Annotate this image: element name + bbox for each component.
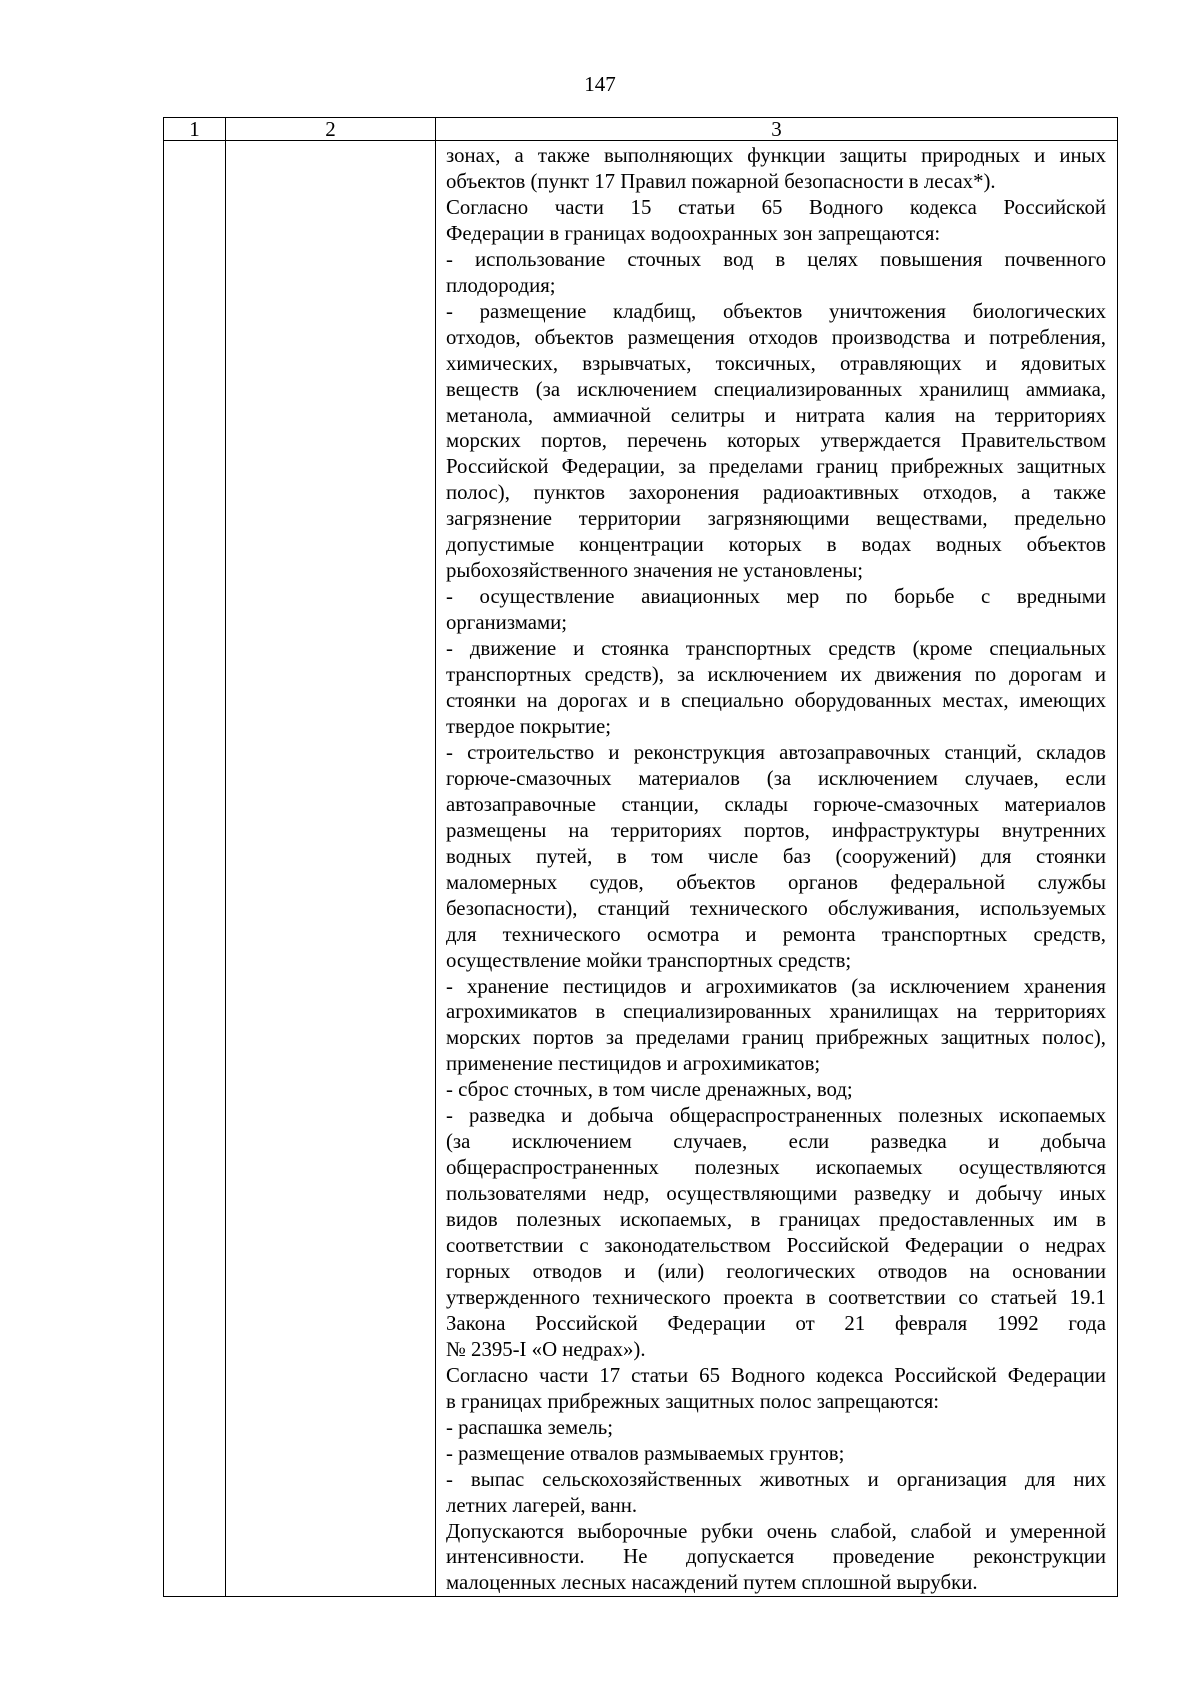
text-line: стоянки на дорогах и в специально оборудованных местах, имеющих [446, 689, 1106, 713]
cell-col-2 [226, 141, 436, 1597]
text-line: зонах, а также выполняющих функции защиты природных и иных [446, 144, 1106, 167]
text-line: общераспространенных полезных ископаемых осуществляются [446, 1156, 1106, 1180]
text-line: Российской Федерации, за пределами границ прибрежных защитных [446, 455, 1106, 479]
text-line: в границах прибрежных защитных полос запрещаются: [446, 1389, 940, 1413]
header-col-3: 3 [436, 118, 1118, 141]
text-line: - строительство и реконструкция автозаправочных станций, складов [446, 740, 1106, 764]
text-line: горюче-смазочных материалов (за исключением случаев, если [446, 766, 1106, 790]
cell-col-1 [164, 141, 226, 1597]
text-line: веществ (за исключением специализированных хранилищ аммиака, [446, 377, 1106, 401]
text-line: - размещение кладбищ, объектов уничтожения биологических [446, 299, 1106, 323]
text-line: водных путей, в том числе баз (сооружений) для стоянки [446, 844, 1106, 868]
text-line: объектов (пункт 17 Правил пожарной безопасности в лесах*). [446, 169, 996, 193]
page-number: 147 [584, 72, 616, 96]
text-line: автозаправочные станции, склады горюче-смазочных материалов [446, 792, 1106, 816]
text-line: морских портов, перечень которых утверждается Правительством [446, 429, 1106, 453]
text-line: утвержденного технического проекта в соответствии со статьей 19.1 [446, 1285, 1106, 1309]
text-line: рыбохозяйственного значения не установлены; [446, 559, 864, 583]
text-line: - размещение отвалов размываемых грунтов; [446, 1441, 845, 1465]
text-line: для технического осмотра и ремонта транспортных средств, [446, 922, 1106, 946]
text-line: твердое покрытие; [446, 714, 612, 738]
text-line: - использование сточных вод в целях повышения почвенного [446, 247, 1106, 271]
text-line: летних лагерей, ванн. [446, 1493, 638, 1517]
table-row [164, 141, 1118, 1597]
text-line: маломерных судов, объектов органов федеральной службы [446, 870, 1106, 894]
text-line: агрохимикатов в специализированных хранилищах на территориях [446, 1000, 1106, 1024]
text-line: видов полезных ископаемых, в границах предоставленных им в [446, 1208, 1106, 1232]
text-line: применение пестицидов и агрохимикатов; [446, 1052, 821, 1076]
text-line: транспортных средств), за исключением их движения по дорогам и [446, 663, 1106, 687]
text-line: Допускаются выборочные рубки очень слабой, слабой и умеренной [446, 1519, 1106, 1543]
main-table [163, 117, 1118, 1597]
text-line: морских портов за пределами границ прибрежных защитных полос), [446, 1026, 1106, 1050]
text-line: размещены на территориях портов, инфраструктуры внутренних [446, 818, 1106, 842]
text-line: - разведка и добыча общераспространенных полезных ископаемых [446, 1104, 1106, 1128]
text-line: - осуществление авиационных мер по борьбе с вредными [446, 585, 1106, 609]
text-line: - движение и стоянка транспортных средств (кроме специальных [446, 637, 1106, 661]
text-line: горных отводов и (или) геологических отводов на основании [446, 1259, 1106, 1283]
text-line: допустимые концентрации которых в водах водных объектов [446, 533, 1106, 557]
text-line: Согласно части 17 статьи 65 Водного кодекса Российской Федерации [446, 1363, 1106, 1387]
text-line: Согласно части 15 статьи 65 Водного кодекса Российской [446, 195, 1106, 219]
text-line: пользователями недр, осуществляющими разведку и добычу иных [446, 1182, 1106, 1206]
text-line: - хранение пестицидов и агрохимикатов (за исключением хранения [446, 974, 1106, 998]
text-line: малоценных лесных насаждений путем сплошной вырубки. [446, 1571, 978, 1595]
text-line: Федерации в границах водоохранных зон запрещаются: [446, 221, 941, 245]
text-line: плодородия; [446, 273, 556, 297]
text-line: № 2395-I «О недрах»). [446, 1337, 646, 1361]
text-line: безопасности), станций технического обслуживания, используемых [446, 896, 1106, 920]
text-line: осуществление мойки транспортных средств; [446, 948, 852, 972]
text-line: полос), пунктов захоронения радиоактивных отходов, а также [446, 481, 1106, 505]
header-col-1: 1 [164, 118, 226, 141]
header-col-2: 2 [226, 118, 436, 141]
text-line: (за исключением случаев, если разведка и добыча [446, 1130, 1106, 1154]
text-line: - выпас сельскохозяйственных животных и организация для них [446, 1467, 1106, 1491]
text-line: метанола, аммиачной селитры и нитрата калия на территориях [446, 403, 1106, 427]
text-line: организмами; [446, 611, 568, 635]
text-line: - сброс сточных, в том числе дренажных, вод; [446, 1078, 853, 1102]
table-header-row [164, 118, 1118, 141]
text-line: - распашка земель; [446, 1415, 614, 1439]
cell-col-3-text [436, 141, 1118, 1597]
text-line: интенсивности. Не допускается проведение реконструкции [446, 1545, 1106, 1569]
text-line: загрязнение территории загрязняющими веществами, предельно [446, 507, 1106, 531]
text-line: Закона Российской Федерации от 21 февраля 1992 года [446, 1311, 1106, 1335]
text-line: соответствии с законодательством Российской Федерации о недрах [446, 1234, 1106, 1258]
text-line: химических, взрывчатых, токсичных, отравляющих и ядовитых [446, 351, 1106, 375]
text-line: отходов, объектов размещения отходов производства и потребления, [446, 325, 1106, 349]
